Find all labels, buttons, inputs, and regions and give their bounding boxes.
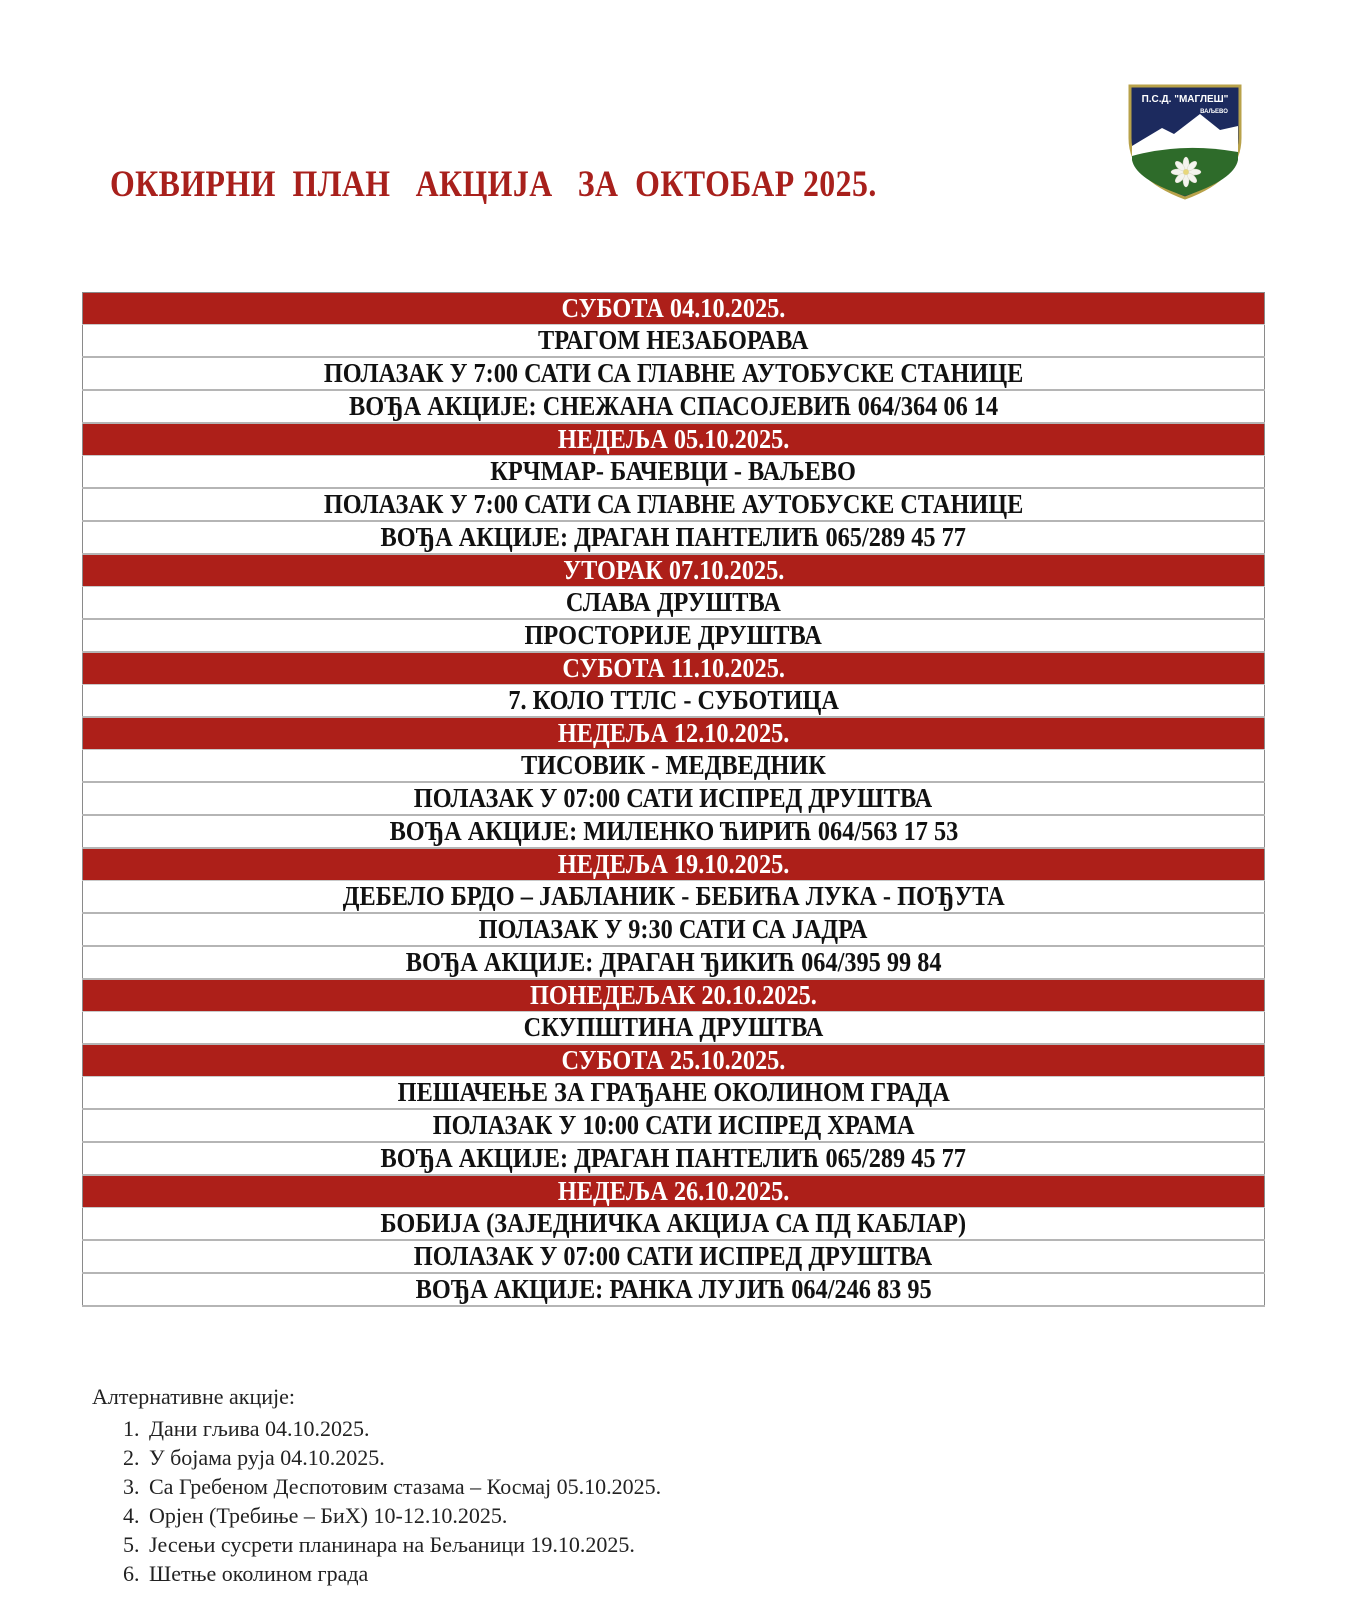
detail-cell [83,390,1265,423]
event-detail: ТРАГОМ НЕЗАБОРАВА [538,325,809,355]
date-cell [83,717,1265,750]
detail-cell [83,488,1265,521]
event-detail: ВОЂА АКЦИЈЕ: МИЛЕНКО ЋИРИЋ 064/563 17 53 [389,816,958,846]
event-date: НЕДЕЉА 05.10.2025. [557,424,790,454]
detail-cell [83,456,1265,489]
event-detail: ПОЛАЗАК У 7:00 САТИ СА ГЛАВНЕ АУТОБУСКЕ СТАНИЦЕ [323,358,1024,388]
detail-cell [83,325,1265,358]
event-detail-row [83,782,1265,815]
detail-cell [83,1240,1265,1273]
event-detail-row [83,881,1265,914]
event-date: НЕДЕЉА 12.10.2025. [557,718,790,748]
event-detail-row [83,750,1265,783]
event-detail-row [83,325,1265,358]
detail-cell [83,913,1265,946]
event-detail: БОБИЈА (ЗАЈЕДНИЧКА АКЦИЈА СА ПД КАБЛАР) [380,1208,967,1238]
detail-cell [83,1142,1265,1175]
alternative-action-item: 6. Шетње околином града [145,1559,661,1588]
date-cell [83,1044,1265,1077]
date-header-row [83,1175,1265,1208]
event-detail-row [83,357,1265,390]
event-detail-row [83,1208,1265,1241]
event-detail: КРЧМАР- БАЧЕВЦИ - ВАЉЕВО [490,456,857,486]
event-detail: ДЕБЕЛО БРДО – ЈАБЛАНИК - БЕБИЋА ЛУКА - ПОЂУТА [342,881,1005,911]
detail-cell [83,521,1265,554]
club-logo [1122,80,1248,202]
date-cell [83,652,1265,685]
alternative-action-item: 1. Дани гљива 04.10.2025. [145,1414,661,1443]
event-detail-row [83,913,1265,946]
date-cell [83,423,1265,456]
alternative-action-item: 5. Јесењи сусрети планинара на Бељаници 19.10.2025. [145,1530,661,1559]
event-detail: СКУПШТИНА ДРУШТВА [523,1012,824,1042]
alternative-action-item: 3. Са Гребеном Деспотовим стазама – Космај 05.10.2025. [145,1472,661,1501]
page-title: ОКВИРНИ ПЛАН АКЦИЈА ЗА ОКТОБАР 2025. [110,164,877,205]
detail-cell [83,1077,1265,1110]
alternative-actions-list [92,1414,661,1588]
event-detail-row [83,1142,1265,1175]
event-detail: ВОЂА АКЦИЈЕ: СНЕЖАНА СПАСОЈЕВИЋ 064/364 06 14 [348,391,999,421]
event-detail-row [83,456,1265,489]
date-header-row [83,293,1265,325]
detail-cell [83,1208,1265,1241]
event-detail-row [83,1012,1265,1045]
detail-cell [83,750,1265,783]
date-header-row [83,848,1265,881]
detail-cell [83,815,1265,848]
event-detail-row [83,685,1265,718]
event-date: СУБОТА 11.10.2025. [562,653,785,683]
detail-cell [83,685,1265,718]
detail-cell [83,357,1265,390]
event-detail-row [83,946,1265,979]
alternative-action-item: 4. Орјен (Требиње – БиХ) 10-12.10.2025. [145,1501,661,1530]
date-header-row [83,979,1265,1012]
alternative-actions-heading: Алтернативне акције: [92,1384,296,1409]
event-detail-row [83,815,1265,848]
alternative-actions [92,1383,661,1588]
event-detail: ПОЛАЗАК У 7:00 САТИ СА ГЛАВНЕ АУТОБУСКЕ СТАНИЦЕ [323,489,1024,519]
event-date: СУБОТА 04.10.2025. [561,293,786,323]
event-date: ПОНЕДЕЉАК 20.10.2025. [530,980,817,1010]
detail-cell [83,1012,1265,1045]
action-plan-table [82,292,1265,1307]
event-detail: ВОЂА АКЦИЈЕ: ДРАГАН ПАНТЕЛИЋ 065/289 45 77 [380,522,967,552]
detail-cell [83,1273,1265,1306]
detail-cell [83,587,1265,620]
event-detail: 7. КОЛО ТТЛС - СУБОТИЦА [508,685,839,715]
event-date: НЕДЕЉА 19.10.2025. [557,849,790,879]
detail-cell [83,1109,1265,1142]
date-cell [83,293,1265,325]
detail-cell [83,782,1265,815]
event-detail-row [83,1077,1265,1110]
event-detail: ПОЛАЗАК У 9:30 САТИ СА ЈАДРА [479,914,868,944]
date-cell [83,1175,1265,1208]
event-detail: ПЕШАЧЕЊЕ ЗА ГРАЂАНЕ ОКОЛИНОМ ГРАДА [397,1077,950,1107]
date-header-row [83,717,1265,750]
event-detail: ПРОСТОРИЈЕ ДРУШТВА [524,620,823,650]
event-detail: ВОЂА АКЦИЈЕ: ДРАГАН ПАНТЕЛИЋ 065/289 45 77 [380,1143,967,1173]
event-detail: ПОЛАЗАК У 07:00 САТИ ИСПРЕД ДРУШТВА [414,783,933,813]
event-detail: ПОЛАЗАК У 10:00 САТИ ИСПРЕД ХРАМА [432,1110,915,1140]
logo-text-city: ВАЉЕВО [1200,109,1228,115]
event-detail: ТИСОВИК - МЕДВЕДНИК [521,750,826,780]
event-detail-row [83,390,1265,423]
event-detail-row [83,587,1265,620]
date-cell [83,554,1265,587]
event-detail-row [83,619,1265,652]
date-cell [83,979,1265,1012]
event-date: СУБОТА 25.10.2025. [561,1045,786,1075]
logo-text-top: П.С.Д. "МАГЛЕШ" [1141,94,1229,105]
event-detail: ВОЂА АКЦИЈЕ: ДРАГАН ЂИКИЋ 064/395 99 84 [405,947,942,977]
event-detail-row [83,488,1265,521]
event-date: НЕДЕЉА 26.10.2025. [557,1176,790,1206]
event-date: УТОРАК 07.10.2025. [562,555,785,585]
event-detail: СЛАВА ДРУШТВА [566,587,781,617]
date-header-row [83,1044,1265,1077]
event-detail-row [83,1109,1265,1142]
detail-cell [83,946,1265,979]
detail-cell [83,881,1265,914]
event-detail-row [83,521,1265,554]
event-detail: ВОЂА АКЦИЈЕ: РАНКА ЛУЈИЋ 064/246 83 95 [415,1274,932,1304]
event-detail-row [83,1240,1265,1273]
date-header-row [83,423,1265,456]
event-detail: ПОЛАЗАК У 07:00 САТИ ИСПРЕД ДРУШТВА [414,1241,933,1271]
event-detail-row [83,1273,1265,1306]
date-header-row [83,554,1265,587]
date-cell [83,848,1265,881]
detail-cell [83,619,1265,652]
date-header-row [83,652,1265,685]
alternative-action-item: 2. У бојама руја 04.10.2025. [145,1443,661,1472]
